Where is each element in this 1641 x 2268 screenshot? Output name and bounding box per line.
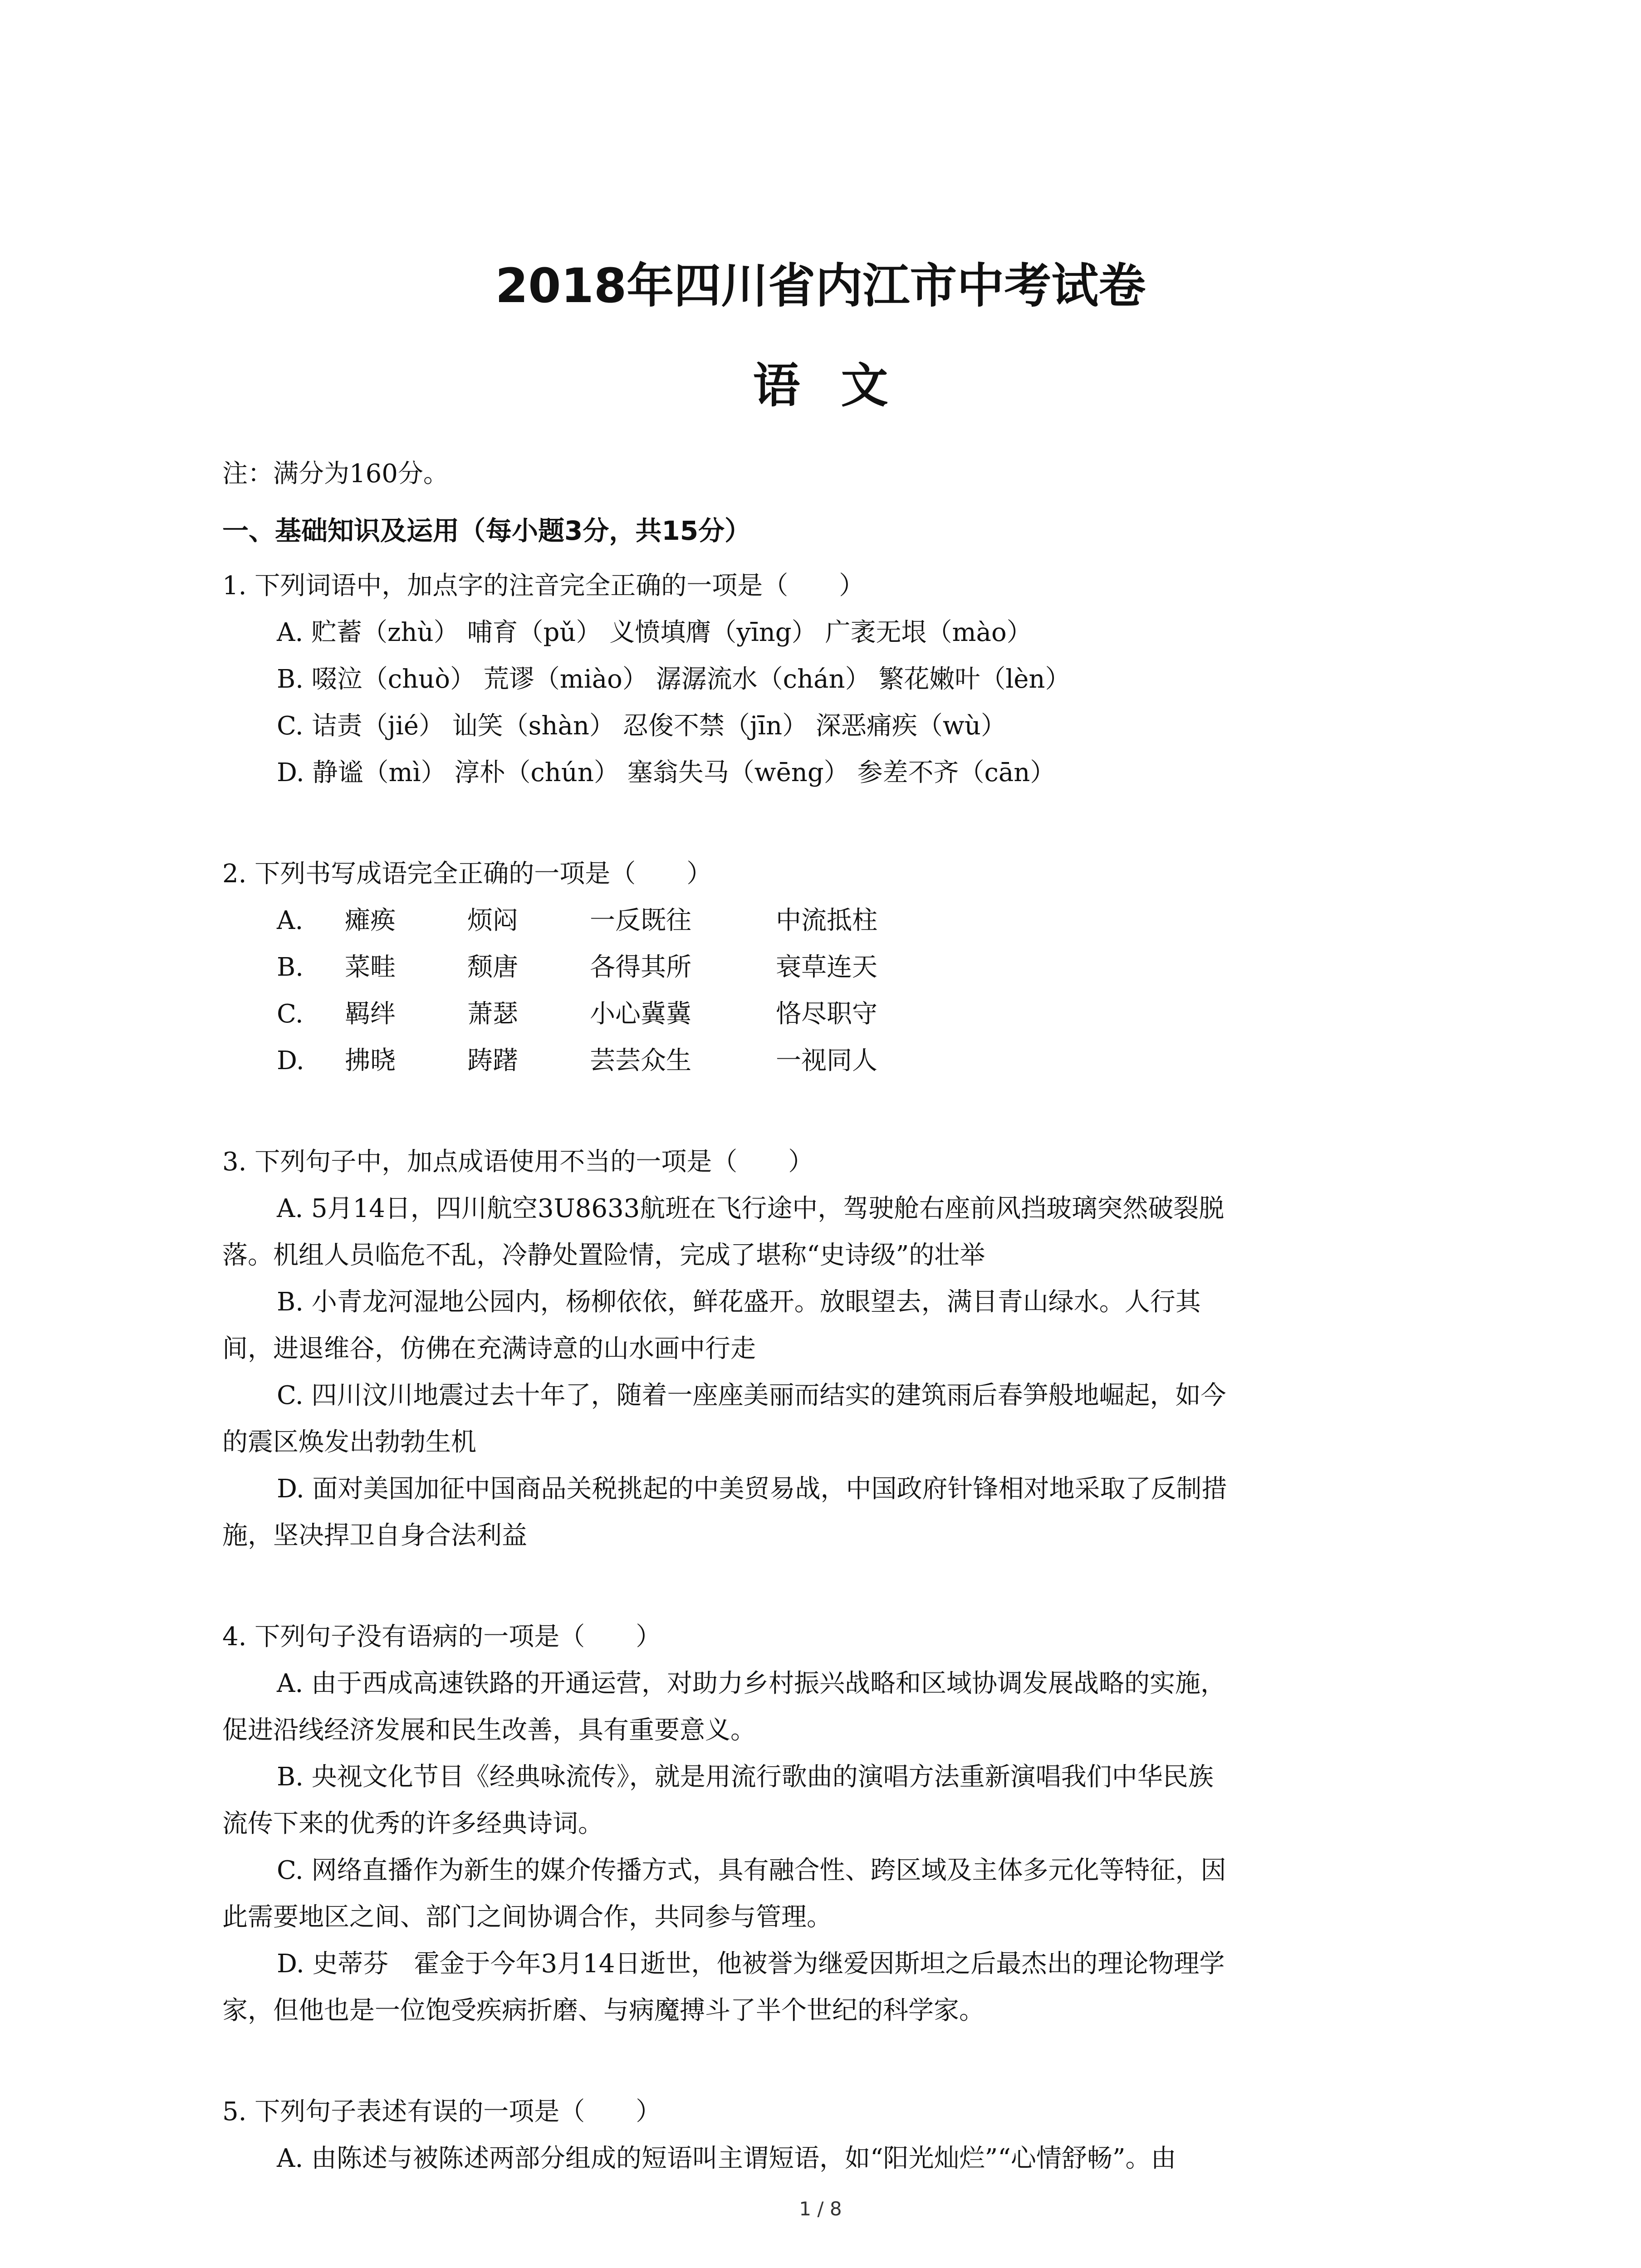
question-5	[222, 2088, 1443, 2182]
option-d: D. 面对美国加征中国商品关税挑起的中美贸易战，中国政府针锋相对地采取了反制措	[277, 1474, 1227, 1504]
option-d: D. 史蒂芬 霍金于今年3月14日逝世，他被誉为继爱因斯坦之后最杰出的理论物理学	[277, 1949, 1225, 1979]
option-word: 踌躇	[467, 1046, 518, 1075]
option-idiom: 一反既往	[590, 906, 691, 935]
section-heading: 一、基础知识及运用（每小题3分，共15分）	[222, 515, 751, 546]
option-word: 颓唐	[467, 953, 518, 982]
option-idiom: 中流抵柱	[776, 906, 877, 935]
option-idiom: 各得其所	[590, 953, 691, 982]
question-stem: 4. 下列句子没有语病的一项是（ ）	[222, 1622, 661, 1652]
option-letter: C.	[277, 999, 304, 1029]
option-b: B. 啜泣（chuò） 荒谬（miào） 潺潺流水（chán） 繁花嫩叶（lèn）	[277, 665, 1071, 694]
option-b-continued: 间，进退维谷，仿佛在充满诗意的山水画中行走	[222, 1334, 756, 1364]
option-c: C. 诘责（jié） 讪笑（shàn） 忍俊不禁（jīn） 深恶痛疾（wù）	[277, 711, 1006, 741]
option-a: A. 贮蓄（zhù） 哺育（pǔ） 义愤填膺（yīng） 广袤无垠（mào）	[277, 618, 1032, 647]
option-idiom: 小心冀冀	[590, 999, 691, 1029]
option-word: 瘫痪	[345, 906, 396, 935]
question-stem: 1. 下列词语中，加点字的注音完全正确的一项是（ ）	[222, 571, 865, 601]
page-number: 1 / 8	[799, 2198, 842, 2220]
question-2	[222, 850, 1443, 1084]
question-list	[222, 562, 1443, 2236]
option-c: C. 网络直播作为新生的媒介传播方式，具有融合性、跨区域及主体多元化等特征，因	[277, 1856, 1226, 1885]
question-3	[222, 1139, 1443, 1559]
option-a-continued: 促进沿线经济发展和民生改善，具有重要意义。	[222, 1716, 756, 1745]
option-word: 萧瑟	[467, 999, 518, 1029]
option-a: A. 由陈述与被陈述两部分组成的短语叫主谓短语，如“阳光灿烂”“心情舒畅”。由	[277, 2144, 1176, 2173]
option-d-continued: 家，但他也是一位饱受疾病折磨、与病魔搏斗了半个世纪的科学家。	[222, 1996, 985, 2025]
option-a-continued: 落。机组人员临危不乱，冷静处置险情，完成了堪称“史诗级”的壮举	[222, 1241, 985, 1270]
option-c: C. 四川汶川地震过去十年了，随着一座座美丽而结实的建筑雨后春笋般地崛起，如今	[277, 1381, 1226, 1410]
option-a: A. 由于西成高速铁路的开通运营，对助力乡村振兴战略和区域协调发展战略的实施，	[277, 1669, 1226, 1698]
option-word: 羁绊	[345, 999, 396, 1029]
option-c	[222, 991, 1443, 1037]
option-idiom: 衰草连天	[776, 953, 877, 982]
subject-title: 语文	[753, 358, 929, 413]
option-word: 拂晓	[345, 1046, 396, 1075]
option-d	[222, 1037, 1443, 1084]
question-stem: 5. 下列句子表述有误的一项是（ ）	[222, 2097, 661, 2126]
question-stem: 3. 下列句子中，加点成语使用不当的一项是（ ）	[222, 1147, 814, 1177]
option-letter: B.	[277, 953, 304, 982]
option-b	[222, 944, 1443, 991]
option-letter: D.	[277, 1046, 304, 1075]
option-letter: A.	[277, 906, 304, 935]
score-note: 注：满分为160分。	[222, 459, 449, 489]
option-c-continued: 的震区焕发出勃勃生机	[222, 1427, 476, 1457]
option-d-continued: 施，坚决捍卫自身合法利益	[222, 1521, 527, 1550]
option-word: 烦闷	[467, 906, 518, 935]
question-stem: 2. 下列书写成语完全正确的一项是（ ）	[222, 859, 712, 889]
option-idiom: 芸芸众生	[590, 1046, 691, 1075]
option-idiom: 一视同人	[776, 1046, 877, 1075]
option-a: A. 5月14日，四川航空3U8633航班在飞行途中，驾驶舱右座前风挡玻璃突然破裂脱	[277, 1194, 1225, 1223]
option-d: D. 静谧（mì） 淳朴（chún） 塞翁失马（wēng） 参差不齐（cān）	[277, 758, 1056, 787]
option-a	[222, 897, 1443, 944]
option-idiom: 恪尽职守	[776, 999, 877, 1029]
question-4	[222, 1613, 1443, 2034]
question-1	[222, 562, 1443, 796]
page-title: 2018年四川省内江市中考试卷	[495, 258, 1146, 313]
option-b-continued: 流传下来的优秀的许多经典诗词。	[222, 1809, 603, 1838]
option-word: 菜畦	[345, 953, 396, 982]
option-c-continued: 此需要地区之间、部门之间协调合作，共同参与管理。	[222, 1902, 832, 1932]
option-b: B. 央视文化节目《经典咏流传》，就是用流行歌曲的演唱方法重新演唱我们中华民族	[277, 1762, 1214, 1792]
option-b: B. 小青龙河湿地公园内，杨柳依依，鲜花盛开。放眼望去，满目青山绿水。人行其	[277, 1287, 1201, 1317]
